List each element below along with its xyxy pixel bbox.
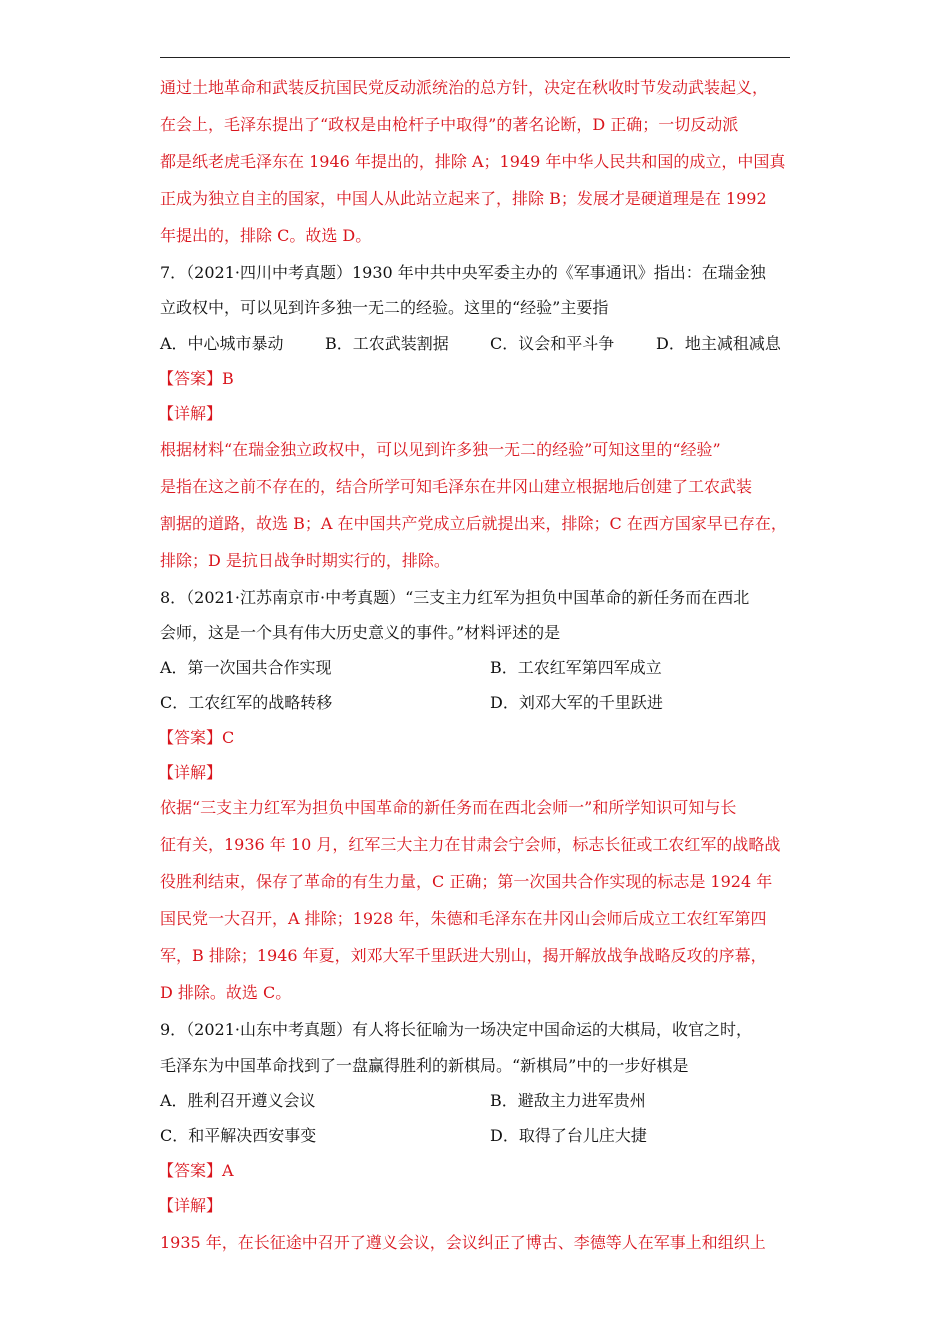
q7-option-a: A．中心城市暴动: [160, 334, 284, 353]
q8-detail-line: 国民党一大召开，A 排除；1928 年，朱德和毛泽东在井冈山会师后成立工农红军第四: [160, 909, 767, 928]
q8-option-c: C．工农红军的战略转移: [160, 693, 333, 712]
q8-detail-line: 军，B 排除；1946 年夏，刘邓大军千里跃进大别山，揭开解放战争战略反攻的序幕，: [160, 946, 767, 965]
q7-detail-line: 排除；D 是抗日战争时期实行的，排除。: [160, 551, 450, 570]
q8-stem: 会师，这是一个具有伟大历史意义的事件。”材料评述的是: [160, 623, 561, 642]
q9-detail-line: 1935 年，在长征途中召开了遵义会议，会议纠正了博古、李德等人在军事上和组织上: [160, 1233, 766, 1252]
q7-answer: 【答案】B: [158, 369, 234, 388]
q7-detail-line: 割据的道路，故选 B；A 在中国共产党成立后就提出来，排除；C 在西方国家早已存在，: [160, 514, 787, 533]
q8-detail-label: 【详解】: [158, 763, 223, 782]
q7-detail-line: 是指在这之前不存在的，结合所学可知毛泽东在井冈山建立根据地后创建了工农武装: [160, 477, 753, 496]
q8-stem: 8．（2021·江苏南京市·中考真题）“三支主力红军为担负中国革命的新任务而在西北: [160, 588, 750, 607]
q6-detail-line: 在会上，毛泽东提出了“政权是由枪杆子中取得”的著名论断，D 正确；一切反动派: [160, 115, 739, 134]
q9-option-b: B．避敌主力进军贵州: [490, 1091, 646, 1110]
q8-detail-line: 役胜利结束，保存了革命的有生力量，C 正确；第一次国共合作实现的标志是 1924 年: [160, 872, 773, 891]
q6-detail-line: 正成为独立自主的国家，中国人从此站立起来了，排除 B；发展才是硬道理是在 1992: [160, 189, 767, 208]
q8-detail-line: D 排除。故选 C。: [160, 983, 292, 1002]
q6-detail-line: 通过土地革命和武装反抗国民党反动派统治的总方针，决定在秋收时节发动武装起义，: [160, 78, 769, 97]
q9-stem: 9．（2021·山东中考真题）有人将长征喻为一场决定中国命运的大棋局，收官之时，: [160, 1020, 752, 1039]
q7-option-c: C．议会和平斗争: [490, 334, 615, 353]
q6-detail-line: 都是纸老虎毛泽东在 1946 年提出的，排除 A；1949 年中华人民共和国的成立，中国真: [160, 152, 786, 171]
q7-option-b: B．工农武装割据: [325, 334, 449, 353]
q8-detail-line: 依据“三支主力红军为担负中国革命的新任务而在西北会师一”和所学知识可知与长: [160, 798, 737, 817]
q8-option-d: D．刘邓大军的千里跃进: [490, 693, 663, 712]
q7-stem: 7．（2021·四川中考真题）1930 年中共中央军委主办的《军事通讯》指出：在瑞金独: [160, 263, 766, 282]
q9-answer: 【答案】A: [158, 1161, 234, 1180]
q7-detail-label: 【详解】: [158, 404, 223, 423]
q6-detail-line: 年提出的，排除 C。故选 D。: [160, 226, 372, 245]
q7-stem: 立政权中，可以见到许多独一无二的经验。这里的“经验”主要指: [160, 298, 609, 317]
q9-detail-label: 【详解】: [158, 1196, 223, 1215]
q8-detail-line: 征有关，1936 年 10 月，红军三大主力在甘肃会宁会师，标志长征或工农红军的战略战: [160, 835, 781, 854]
q8-option-b: B．工农红军第四军成立: [490, 658, 662, 677]
header-rule: [160, 57, 790, 58]
q7-detail-line: 根据材料“在瑞金独立政权中，可以见到许多独一无二的经验”可知这里的“经验”: [160, 440, 721, 459]
q8-option-a: A．第一次国共合作实现: [160, 658, 332, 677]
q9-option-a: A．胜利召开遵义会议: [160, 1091, 316, 1110]
q9-option-c: C．和平解决西安事变: [160, 1126, 317, 1145]
q8-answer: 【答案】C: [158, 728, 235, 747]
q9-option-d: D．取得了台儿庄大捷: [490, 1126, 647, 1145]
q7-option-d: D．地主减租减息: [656, 334, 781, 353]
q9-stem: 毛泽东为中国革命找到了一盘赢得胜利的新棋局。“新棋局”中的一步好棋是: [160, 1056, 689, 1075]
